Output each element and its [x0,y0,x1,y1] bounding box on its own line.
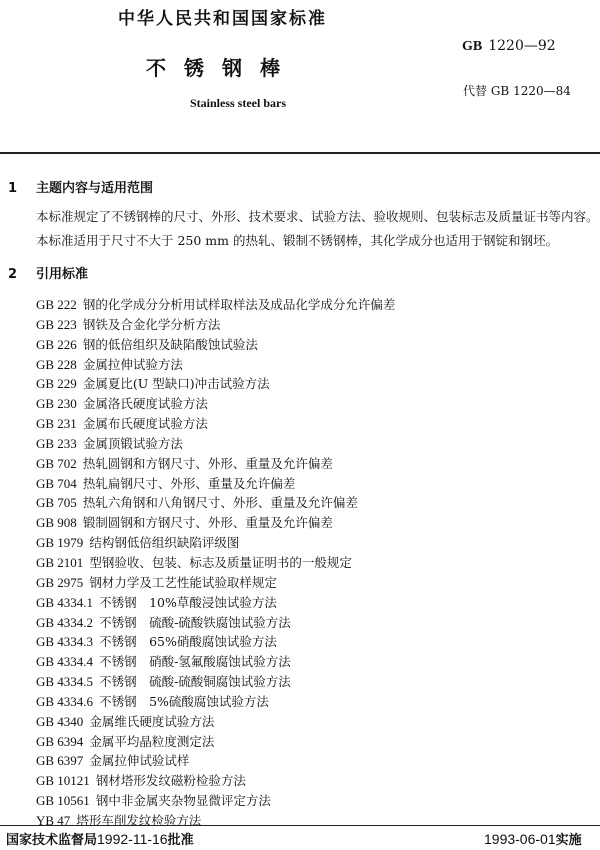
reference-code: GB 230 [36,396,77,412]
reference-code: GB 4334.4 [36,654,94,670]
reference-title: 不锈钢 硫酸-硫酸铁腐蚀试验方法 [99,614,291,630]
effective-label: 实施 [555,833,582,848]
reference-title: 金属洛氏硬度试验方法 [82,396,208,412]
section-title: 引用标准 [36,267,89,282]
reference-item [36,533,395,553]
reference-title: 金属布氏硬度试验方法 [82,416,208,432]
reference-title: 钢材塔形发纹磁粉检验方法 [95,773,246,789]
reference-title: 型钢验收、包装、标志及质量证明书的一般规定 [89,554,352,570]
footer-divider [0,825,600,826]
reference-title: 钢铁及合金化学分析方法 [82,316,221,332]
reference-title: 不锈钢 硫酸-硫酸铜腐蚀试验方法 [99,674,291,690]
reference-code: GB 10561 [36,793,90,809]
reference-item [36,493,395,513]
reference-title: 结构钢低倍组织缺陷评级图 [89,535,240,551]
effective-date: 1993-06-01 [484,831,556,847]
reference-code: GB 4334.6 [36,693,94,709]
reference-title: 热轧圆钢和方钢尺寸、外形、重量及允许偏差 [82,455,333,471]
standard-number: 1220—92 [488,38,556,54]
reference-item [36,632,395,652]
reference-code: GB 2101 [36,554,84,570]
reference-code: GB 702 [36,455,77,471]
section-number: 2 [8,267,18,282]
reference-code: GB 1979 [36,535,84,551]
paragraph: 本标准适用于尺寸不大于 250 mm 的热轧、锻制不锈钢棒，其化学成分也适用于钢锭和钢坯。 [36,233,558,248]
section-title: 主题内容与适用范围 [36,181,154,196]
reference-item [36,672,395,692]
reference-title: 不锈钢 5%硫酸腐蚀试验方法 [99,693,269,709]
reference-item [36,692,395,712]
reference-title: 钢材力学及工艺性能试验取样规定 [89,574,277,590]
reference-title: 不锈钢 硝酸-氢氟酸腐蚀试验方法 [99,654,291,670]
reference-code: GB 704 [36,475,77,491]
standard-code [462,38,556,55]
reference-item [36,791,395,811]
reference-code: GB 10121 [36,773,90,789]
section-heading [8,263,88,282]
reference-item [36,751,395,771]
reference-item [36,434,395,454]
reference-item [36,732,395,752]
reference-title: 不锈钢 10%草酸浸蚀试验方法 [99,594,277,610]
reference-title: 钢的化学成分分析用试样取样法及成品化学成分允许偏差 [82,297,396,312]
section-number: 1 [8,181,18,196]
reference-item [36,613,395,633]
issuer: 国家技术监督局 [6,833,98,848]
reference-title: 塔形车削发纹检验方法 [76,812,202,828]
reference-title: 金属顶锻试验方法 [82,435,183,451]
reference-code: GB 226 [36,336,77,352]
document-title-en: Stainless steel bars [190,96,286,110]
paragraph: 本标准规定了不锈钢棒的尺寸、外形、技术要求、试验方法、验收规则、包装标志及质量证书等内容。 [36,209,599,224]
reference-code: GB 4334.2 [36,614,94,630]
reference-item [36,335,395,355]
reference-item [36,712,395,732]
reference-item [36,355,395,375]
header-divider [0,152,600,154]
reference-code: GB 233 [36,435,77,451]
reference-code: GB 229 [36,376,77,392]
reference-item [36,315,395,335]
reference-title: 钢中非金属夹杂物显微评定方法 [95,793,271,809]
reference-code: GB 4340 [36,713,84,729]
reference-title: 金属夏比(U 型缺口)冲击试验方法 [82,376,270,392]
standard-prefix: GB [462,39,483,54]
reference-item [36,811,395,831]
reference-item [36,394,395,414]
reference-item [36,295,395,315]
reference-item [36,652,395,672]
reference-code: GB 222 [36,297,77,312]
reference-code: GB 2975 [36,574,84,590]
reference-title: 热轧六角钢和八角钢尺寸、外形、重量及允许偏差 [82,495,358,511]
reference-code: GB 231 [36,416,77,432]
reference-item [36,573,395,593]
reference-code: GB 228 [36,356,77,372]
supersedes-note [463,82,571,99]
reference-item [36,414,395,434]
section-heading [8,177,153,196]
approval-note [6,829,194,848]
authority-title: 中华人民共和国国家标准 [118,9,327,29]
reference-item [36,771,395,791]
supersedes-label: 代替 [463,84,488,98]
reference-title: 金属拉伸试验试样 [89,753,190,769]
reference-code: GB 705 [36,495,77,511]
reference-item [36,593,395,613]
reference-item [36,474,395,494]
reference-title: 不锈钢 65%硝酸腐蚀试验方法 [99,634,277,650]
effective-note [484,829,582,848]
reference-item [36,553,395,573]
approved-label: 批准 [167,833,194,848]
reference-item [36,374,395,394]
reference-title: 钢的低倍组织及缺陷酸蚀试验法 [82,336,258,352]
reference-code: GB 6394 [36,733,84,749]
reference-title: 金属维氏硬度试验方法 [89,713,215,729]
reference-code: GB 6397 [36,753,84,769]
supersedes-code: GB 1220—84 [490,84,571,98]
reference-code: YB 47 [36,812,71,828]
reference-code: GB 908 [36,515,77,531]
reference-title: 金属拉伸试验方法 [82,356,183,372]
reference-title: 锻制圆钢和方钢尺寸、外形、重量及允许偏差 [82,515,333,531]
reference-code: GB 4334.3 [36,634,94,650]
document-title-cn: 不锈钢棒 [146,56,298,80]
reference-code: GB 4334.5 [36,674,94,690]
reference-list [36,295,395,831]
reference-title: 金属平均晶粒度测定法 [89,733,215,749]
reference-item [36,454,395,474]
reference-title: 热轧扁钢尺寸、外形、重量及允许偏差 [82,475,296,491]
reference-code: GB 4334.1 [36,594,94,610]
reference-code: GB 223 [36,316,77,332]
approved-date: 1992-11-16 [97,831,168,847]
reference-item [36,513,395,533]
